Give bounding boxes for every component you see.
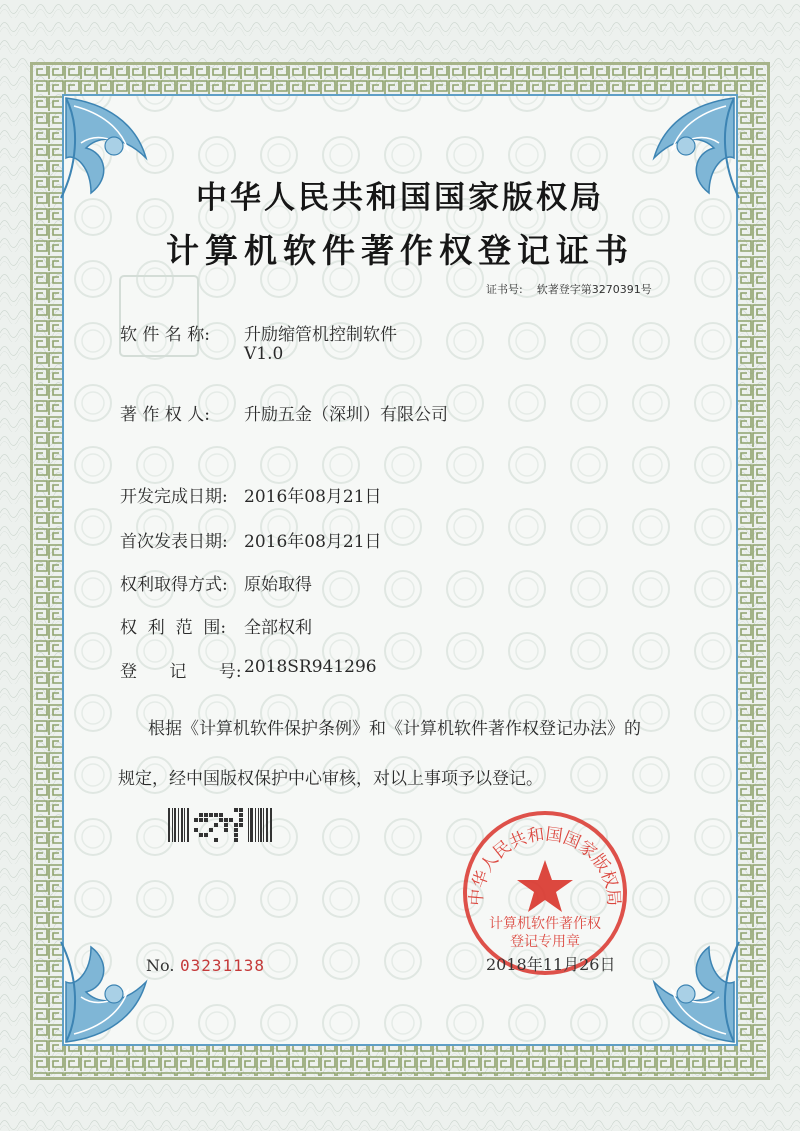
issue-date: 2018年11月26日 xyxy=(486,955,616,974)
software-version: V1.0 xyxy=(244,344,284,364)
scope-value: 全部权利 xyxy=(244,618,312,638)
certificate-number-label: 证书号: xyxy=(486,283,523,296)
barcode-cell xyxy=(209,828,213,832)
serial-label: No. xyxy=(146,956,175,975)
barcode-bar xyxy=(174,808,176,842)
serial-number: 03231138 xyxy=(180,956,266,975)
registration-value: 2018SR941296 xyxy=(244,657,377,677)
certificate-title: 计算机软件著作权登记证书 xyxy=(166,231,634,270)
barcode-bar xyxy=(168,808,170,842)
barcode-cell xyxy=(224,818,228,822)
barcode-bar xyxy=(263,808,264,842)
seal-star-icon xyxy=(517,860,573,912)
dev-date-value: 2016年08月21日 xyxy=(244,487,382,507)
barcode-bar xyxy=(258,808,259,842)
barcode-cell xyxy=(239,808,243,812)
barcode-cell xyxy=(239,818,243,822)
barcode-cell xyxy=(239,823,243,827)
barcode-cell xyxy=(224,828,228,832)
barcode-bar xyxy=(266,808,268,842)
certificate-number xyxy=(486,281,652,297)
dev-date-label: 开发完成日期: xyxy=(120,487,228,507)
barcode-cell xyxy=(239,813,243,817)
owner-label: 著 作 权 人: xyxy=(120,405,210,425)
software-name-value: 升励缩管机控制软件 xyxy=(244,325,397,345)
barcode-cell xyxy=(219,813,223,817)
barcode-bar xyxy=(172,808,173,842)
barcode-cell xyxy=(234,828,238,832)
barcode-bar xyxy=(248,808,249,842)
acquisition-value: 原始取得 xyxy=(244,575,312,595)
seal-ring-text: 中华人民共和国国家版权局 xyxy=(466,824,624,907)
barcode-bar xyxy=(187,808,189,842)
barcode xyxy=(168,808,274,842)
barcode-bar xyxy=(178,808,179,842)
software-name-label: 软 件 名 称: xyxy=(120,325,210,345)
seal-inner-line-1: 计算机软件著作权 xyxy=(489,916,601,932)
registration-label: 登 记 号: xyxy=(120,662,242,682)
barcode-bar xyxy=(255,808,256,842)
barcode-cell xyxy=(204,818,208,822)
barcode-cell xyxy=(224,823,228,827)
statement-line-1: 根据《计算机软件保护条例》和《计算机软件著作权登记办法》的 xyxy=(148,719,641,739)
barcode-cell xyxy=(214,823,218,827)
seal-inner-line-2: 登记专用章 xyxy=(510,934,580,950)
barcode-cell xyxy=(199,833,203,837)
certificate-number-value: 软著登字第3270391号 xyxy=(536,283,652,296)
publish-date-value: 2016年08月21日 xyxy=(244,532,382,552)
barcode-cell xyxy=(199,813,203,817)
barcode-bar xyxy=(181,808,183,842)
acquisition-label: 权利取得方式: xyxy=(120,575,228,595)
barcode-cell xyxy=(219,818,223,822)
barcode-cell xyxy=(194,828,198,832)
barcode-cell xyxy=(214,813,218,817)
barcode-bar xyxy=(260,808,262,842)
statement-line-2: 规定，经中国版权保护中心审核，对以上事项予以登记。 xyxy=(118,769,543,789)
barcode-cell xyxy=(234,838,238,842)
scope-label: 权 利 范 围: xyxy=(120,618,227,638)
barcode-cell xyxy=(234,833,238,837)
authority-title: 中华人民共和国国家版权局 xyxy=(196,180,604,216)
barcode-bar xyxy=(184,808,185,842)
barcode-cell xyxy=(234,808,238,812)
barcode-cell xyxy=(209,813,213,817)
publish-date-label: 首次发表日期: xyxy=(120,532,228,552)
barcode-bar xyxy=(250,808,253,842)
barcode-cell xyxy=(204,813,208,817)
barcode-cell xyxy=(199,818,203,822)
barcode-cell xyxy=(229,818,233,822)
barcode-cell xyxy=(234,823,238,827)
barcode-cell xyxy=(194,818,198,822)
owner-value: 升励五金（深圳）有限公司 xyxy=(244,405,448,425)
barcode-cell xyxy=(214,838,218,842)
barcode-bar xyxy=(270,808,272,842)
barcode-cell xyxy=(204,833,208,837)
